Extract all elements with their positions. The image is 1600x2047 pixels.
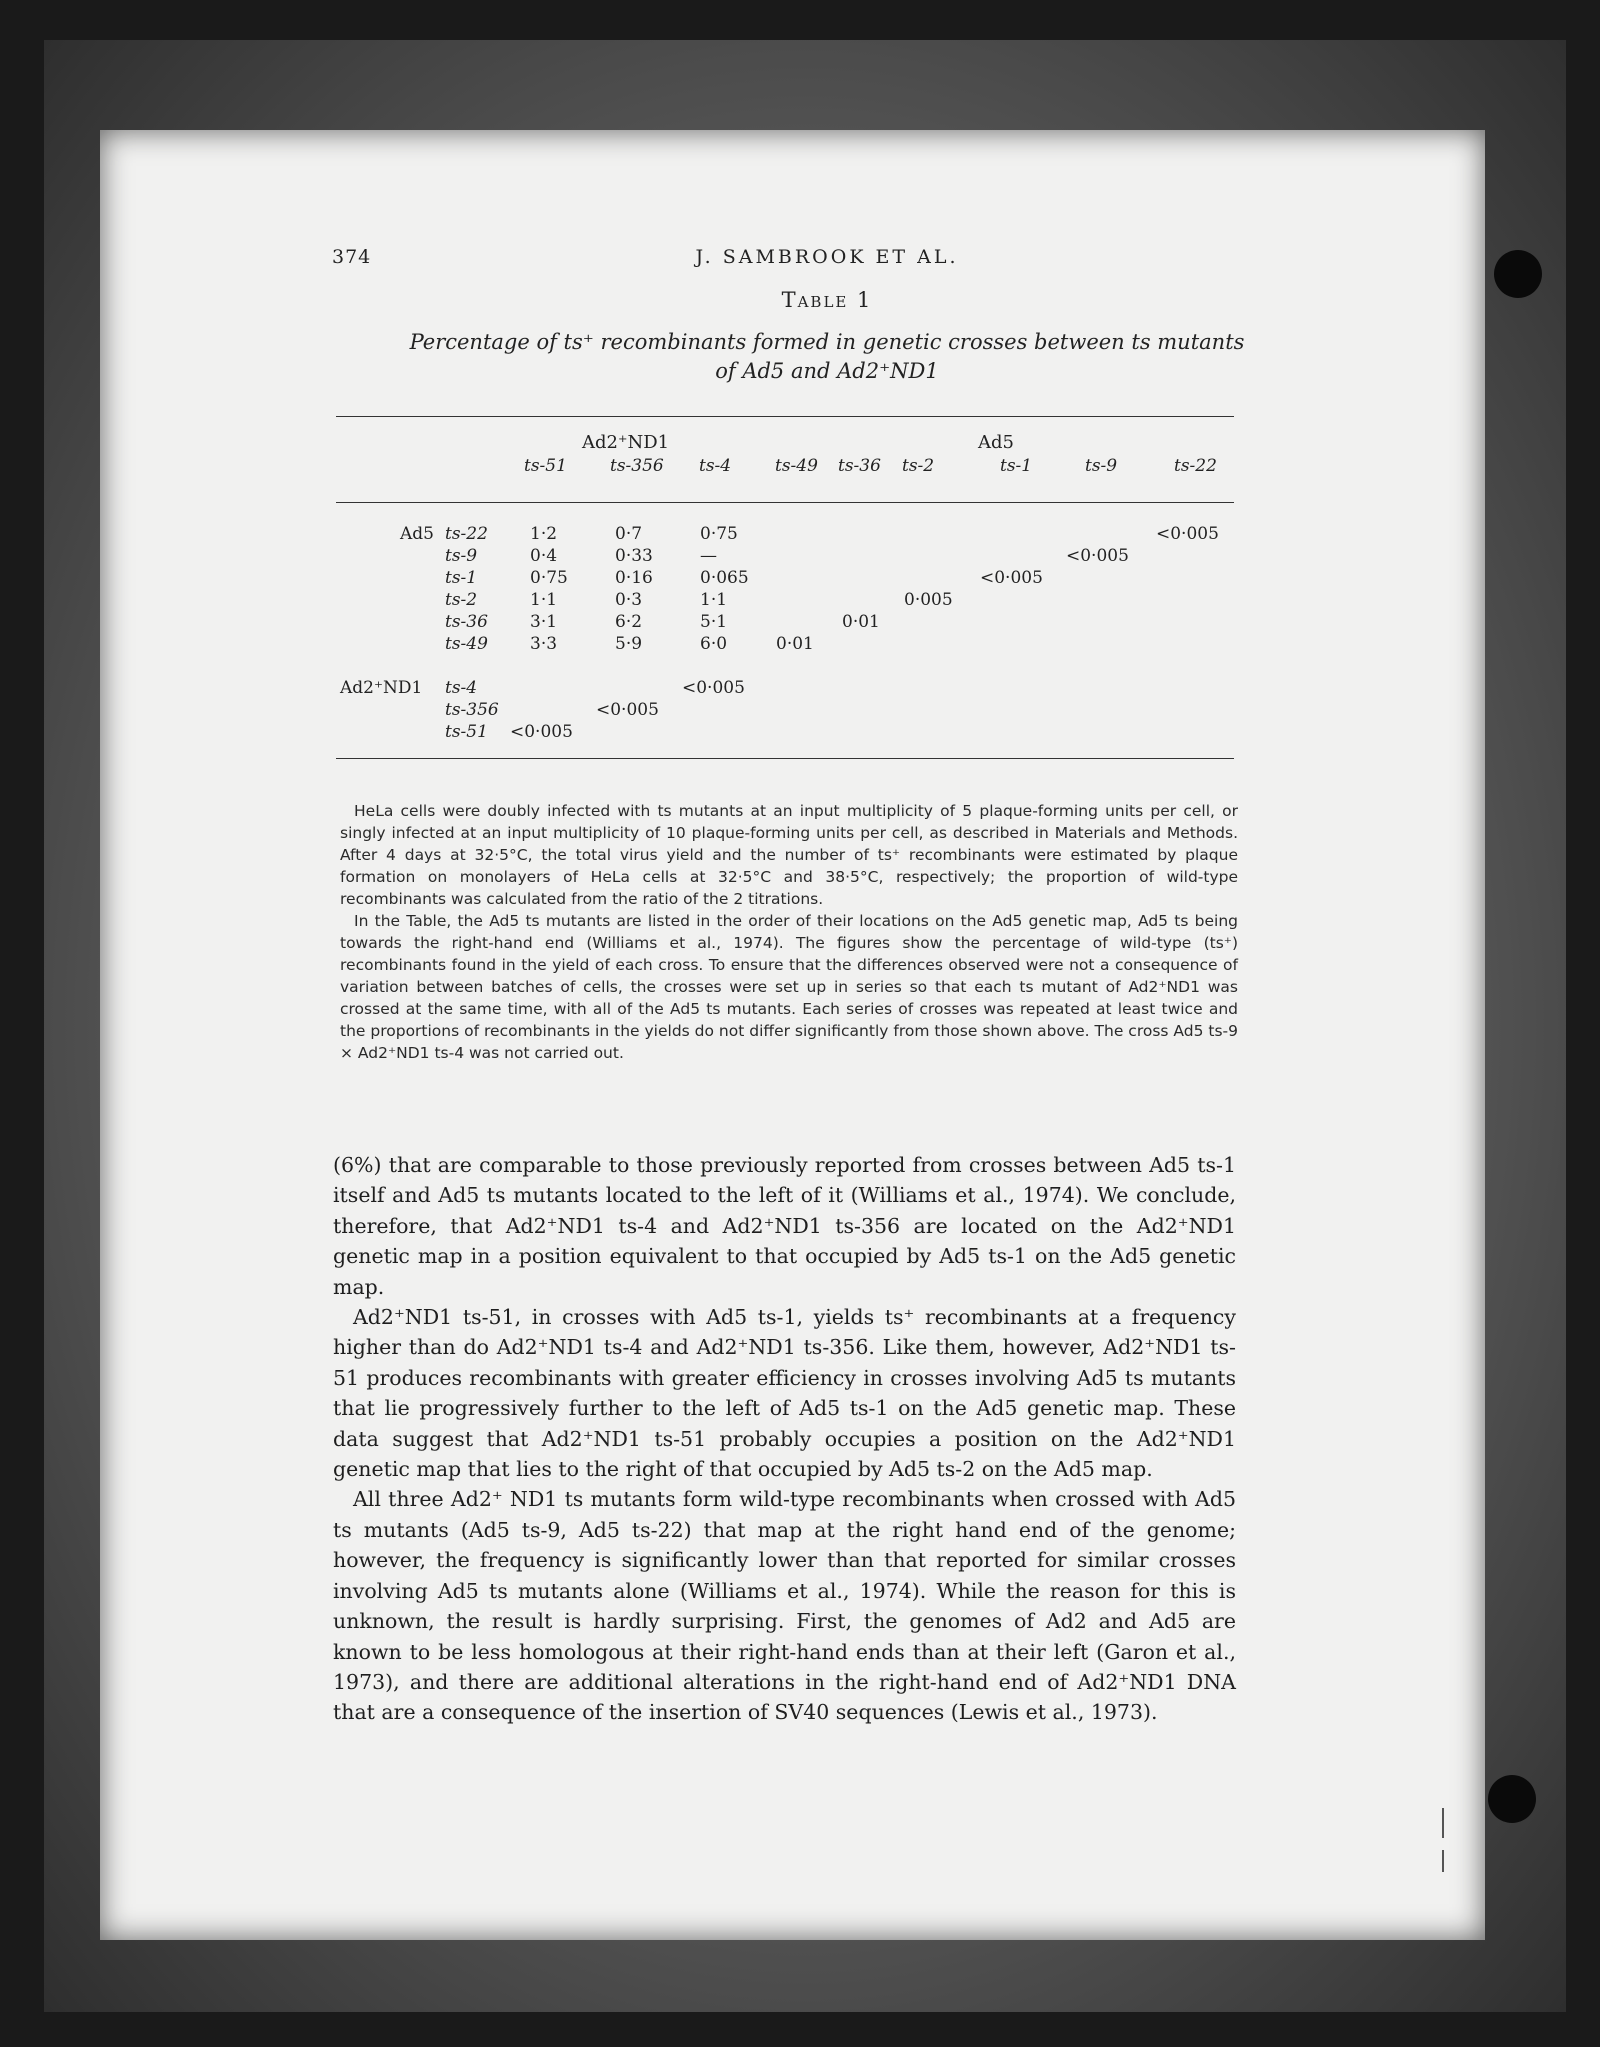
col-header-ts22: ts-22	[1174, 456, 1217, 476]
table-cell: 3·1	[530, 612, 558, 632]
table-cell: 5·1	[700, 612, 728, 632]
row-label: ts-49	[445, 634, 488, 654]
table-footnote	[340, 800, 1238, 1064]
table-cell: 1·1	[700, 590, 728, 610]
table-cell: 1·1	[530, 590, 558, 610]
table-cell: <0·005	[596, 700, 659, 720]
table-cell: 0·16	[615, 568, 653, 588]
table-cell: <0·005	[682, 678, 745, 698]
group-header-ad2nd1: Ad2⁺ND1	[582, 432, 670, 453]
row-label: ts-1	[445, 568, 478, 588]
table-cell: 0·7	[615, 524, 643, 544]
margin-mark	[1442, 1850, 1444, 1872]
row-group-label-ad2nd1: Ad2⁺ND1	[340, 678, 423, 698]
col-header-ts51: ts-51	[524, 456, 567, 476]
body-text	[333, 1150, 1236, 1728]
table-cell: 0·3	[615, 590, 643, 610]
col-header-ts2: ts-2	[902, 456, 935, 476]
row-label: ts-51	[445, 722, 488, 742]
table-cell: 0·065	[700, 568, 749, 588]
table-top-rule	[336, 416, 1234, 417]
binder-hole-bottom	[1488, 1775, 1536, 1823]
table-cell: 0·4	[530, 546, 558, 566]
col-header-ts9: ts-9	[1085, 456, 1118, 476]
body-paragraph-2: Ad2⁺ND1 ts-51, in crosses with Ad5 ts-1, yields ts⁺ recombinants at a frequency higher than do Ad2⁺ND1 ts-4 and Ad2⁺ND1 ts-356. Like them, however, Ad2⁺ND1 ts-51 produces recombinants with greater efficiency in crosses involving Ad5 ts mutants that lie progressively further to the left of Ad5 ts-1 on the Ad5 genetic map. These data suggest that Ad2⁺ND1 ts-51 probably occupies a position on the Ad2⁺ND1 genetic map that lies to the right of that occupied by Ad5 ts-2 on the Ad5 map.	[333, 1305, 1236, 1482]
table-cell: 3·3	[530, 634, 558, 654]
row-label: ts-2	[445, 590, 478, 610]
table-cell: 1·2	[530, 524, 558, 544]
caption-line-2: of Ad5 and Ad2⁺ND1	[715, 359, 939, 383]
table-cell: —	[700, 546, 717, 566]
row-label: ts-22	[445, 524, 488, 544]
col-header-ts356: ts-356	[610, 456, 664, 476]
caption-line-1: Percentage of ts⁺ recombinants formed in genetic crosses between ts mutants	[409, 330, 1245, 354]
table-caption	[332, 328, 1322, 386]
margin-mark	[1442, 1808, 1444, 1838]
body-paragraph-3: All three Ad2⁺ ND1 ts mutants form wild-type recombinants when crossed with Ad5 ts mutants (Ad5 ts-9, Ad5 ts-22) that map at the right hand end of the genome; however, the frequency is significantly lower than that reported for similar crosses involving Ad5 ts mutants alone (Williams et al., 1974). While the reason for this is unknown, the result is hardly surprising. First, the genomes of Ad2 and Ad5 are known to be less homologous at their right-hand ends than at their left (Garon et al., 1973), and there are additional alterations in the right-hand end of Ad2⁺ND1 DNA that are a consequence of the insertion of SV40 sequences (Lewis et al., 1973).	[333, 1487, 1236, 1725]
table-cell: 0·75	[530, 568, 568, 588]
col-header-ts1: ts-1	[1000, 456, 1033, 476]
table-cell: 0·01	[842, 612, 880, 632]
page-number: 374	[332, 246, 372, 268]
footnote-paragraph-2: In the Table, the Ad5 ts mutants are listed in the order of their locations on the Ad5 genetic map, Ad5 ts being towards the right-hand end (Williams et al., 1974). The figures show the percentage of wild-type (ts⁺) recombinants found in the yield of each cross. To ensure that the differences observed were not a consequence of variation between batches of cells, the crosses were set up in series so that each ts mutant of Ad2⁺ND1 was crossed at the same time, with all of the Ad5 ts mutants. Each series of crosses was repeated at least twice and the proportions of recombinants in the yields do not differ significantly from those shown above. The cross Ad5 ts-9 × Ad2⁺ND1 ts-4 was not carried out.	[340, 912, 1238, 1062]
footnote-paragraph-1: HeLa cells were doubly infected with ts mutants at an input multiplicity of 5 plaque-forming units per cell, or singly infected at an input multiplicity of 10 plaque-forming units per cell, as described in Materials and Methods. After 4 days at 32·5°C, the total virus yield and the number of ts⁺ recombinants were estimated by plaque formation on monolayers of HeLa cells at 32·5°C and 38·5°C, respectively; the proportion of wild-type recombinants was calculated from the ratio of the 2 titrations.	[340, 802, 1238, 908]
row-label: ts-9	[445, 546, 478, 566]
table-label: Table 1	[781, 288, 873, 312]
table-cell: 6·0	[700, 634, 728, 654]
col-header-ts49: ts-49	[775, 456, 818, 476]
col-header-ts36: ts-36	[838, 456, 881, 476]
row-group-label-ad5: Ad5	[400, 524, 434, 544]
table-cell: 0·01	[776, 634, 814, 654]
running-head-authors: J. SAMBROOK ET AL.	[695, 246, 959, 268]
table-cell: 6·2	[615, 612, 643, 632]
row-label: ts-4	[445, 678, 478, 698]
group-header-ad5: Ad5	[978, 432, 1014, 453]
table-cell: <0·005	[980, 568, 1043, 588]
table-cell: 5·9	[615, 634, 643, 654]
document-page	[100, 130, 1485, 1940]
table-cell: 0·75	[700, 524, 738, 544]
col-header-ts4: ts-4	[699, 456, 732, 476]
table-cell: <0·005	[1156, 524, 1219, 544]
row-label: ts-36	[445, 612, 488, 632]
table-bottom-rule	[336, 758, 1234, 759]
table-cell: 0·005	[904, 590, 953, 610]
table-cell: 0·33	[615, 546, 653, 566]
table-cell: <0·005	[510, 722, 573, 742]
table-cell: <0·005	[1066, 546, 1129, 566]
table-header-rule	[336, 502, 1234, 503]
row-label: ts-356	[445, 700, 499, 720]
body-paragraph-1: (6%) that are comparable to those previously reported from crosses between Ad5 ts-1 itself and Ad5 ts mutants located to the left of it (Williams et al., 1974). We conclude, therefore, that Ad2⁺ND1 ts-4 and Ad2⁺ND1 ts-356 are located on the Ad2⁺ND1 genetic map in a position equivalent to that occupied by Ad5 ts-1 on the Ad5 genetic map.	[333, 1153, 1236, 1299]
binder-hole-top	[1494, 250, 1542, 298]
